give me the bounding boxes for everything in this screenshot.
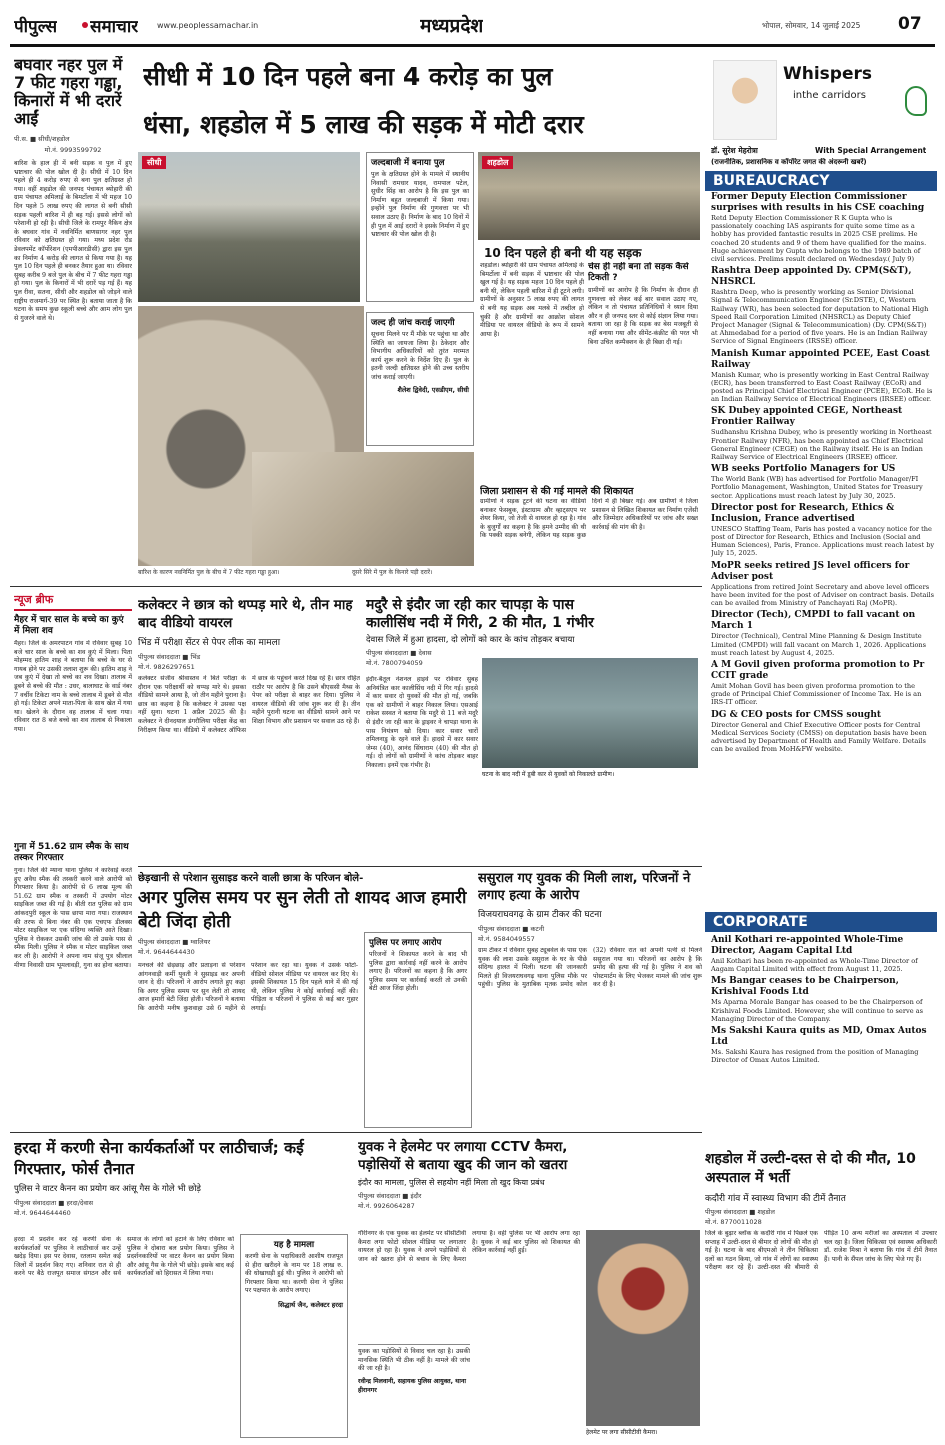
sub2-box (588, 262, 698, 480)
tag-sidhi: सीधी (142, 156, 166, 169)
car-body-left: इंदौर-बैतूल नेशनल हाइवे पर रविवार सुबह अनियंत्रित कार कालीसिंध नदी में गिर गई। हादसे में कार सवार दो युवकों की मौत हो गई, जबकि एक को ग्रामीणों ने बाहर निकाल लिया। एसआई राकेश सस्वत ने बताया कि मदुरै से 11 बजे मदुरै से इंदौर जा रही कार के ड्राइवर ने चापड़ा थाना के पास नियंत्रण खो दिया। कार सवार चारों तमिलनाडु के रहने वाले हैं। हादसे में कार सवार जेम्स (40), आनंद सिंघाराम (40) की मौत हो गई। दो लोगों को ग्रामीणों ने कांच तोड़कर बाहर निकाला। इनमें एक गंभीर है। (366, 676, 478, 769)
whispers-column (705, 56, 937, 796)
suicide-kicker: छेड़खानी से परेशान सुसाइड करने वाली छात्रा के परिजन बोले- (138, 873, 364, 884)
photo-sidhi-road (138, 152, 360, 302)
tag-shahdol: शहडोल (482, 156, 513, 169)
bureaucracy-item (711, 406, 935, 461)
suicide-box (364, 932, 472, 1128)
item-text: Sudhanshu Krishna Dubey, who is presently working in Northeast Frontier Railway (NFR), has been appointed as Chief Electrical General Engineer (CEGE) on the Railway itself. He is an Indian Railway Service of Electrical Engineers (IRSEE) officer. (711, 428, 932, 462)
masthead-url[interactable]: www.peoplessamachar.in (157, 21, 259, 30)
bureaucracy-item (711, 610, 935, 657)
item-headline: DG & CEO posts for CMSS sought (711, 709, 882, 720)
cctv-quote-box (358, 1344, 470, 1436)
dateline: भोपाल, सोमवार, 14 जुलाई 2025 (762, 21, 861, 30)
side-story-title: बघवार नहर पुल में 7 फीट गहरा गड्ढा, किनारों में भी दरारें आईं (14, 56, 123, 128)
slap-sub: भिंड में परीक्षा सेंटर से पेपर लीक का मामला (138, 638, 281, 648)
news-brief-label: न्यूज ब्रीफ (14, 592, 132, 611)
cctv-headline-1: युवक ने हेलमेट पर लगाया CCTV कैमरा, (358, 1139, 568, 1155)
box-inquiry-body: सूचना मिलने पर मैं मौके पर पहुंचा था और स्थिति का जायजा लिया है। ठेकेदार और विभागीय अधिकारियों को तुरंत मरम्मत कार्य शुरू करने के निर्देश दिए हैं। पुल के इतनी जल्दी क्षतिग्रस्त होने की उच्च स्तरीय जांच कराई जाएगी। (371, 331, 469, 381)
bureaucracy-item (711, 349, 935, 404)
side-story-mobile: मो.नं. 9993599792 (44, 146, 102, 154)
cctv-headline-2: पड़ोसियों से बताया खुद की जान को खतरा (358, 1157, 568, 1173)
photo-caption-right: दूसरे सिरे में पुल के किनारे पड़ी दरारें। (352, 569, 433, 576)
sub-title-road: 10 दिन पहले ही बनी थी यह सड़क (484, 246, 642, 260)
item-text: Amit Mohan Govil has been given proforma promotion to the grade of Principal Chief Commissioner of Income Tax. He is an IRS-IT officer. (711, 681, 922, 707)
bureaucracy-item (711, 464, 935, 500)
slap-mobile: मो.नं. 9826297651 (138, 663, 195, 671)
item-headline: Director (Tech), CMPDI to fall vacant on March 1 (711, 610, 916, 632)
whispers-arrangement: With Special Arrangement (815, 146, 927, 155)
story-harda (14, 1138, 350, 1440)
photo-crack (252, 452, 474, 566)
ear-icon (905, 86, 927, 116)
photo-shahdol-road (478, 152, 700, 240)
story-body-found (478, 870, 702, 1130)
whispers-logo-line1: Whispers (783, 64, 873, 84)
body-text: ग्राम टीकर में रविवार सुबह ट्यूबवेल के पास एक युवक की लाश उसके ससुराल के घर के पीछे संदिग्ध हालत में मिली। घटना की जानकारी मिलते ही विजयराघवगढ़ थाना पुलिस मौके पर पहुंची। पुलिस के मुताबिक मृतक प्रमोद कोल (32) रविवार रात को अपनी पत्नी से मिलने ससुराल गया था। परिजनों का आरोप है कि प्रमोद की हत्या की गई है। पुलिस ने शव को पोस्टमार्टम के लिए भेजकर मामले की जांच शुरू कर दी है। (478, 947, 702, 989)
bureaucracy-item (711, 503, 935, 558)
harda-headline: हरदा में करणी सेना कार्यकर्ताओं पर लाठीचार्ज; कई गिरफ्तार, फोर्स तैनात (14, 1139, 304, 1178)
slap-headline: कलेक्टर ने छात्र को थप्पड़ मारे थे, तीन माह बाद वीडियो वायरल (138, 597, 353, 631)
cctv-body: गौरीनगर के एक युवक का हेलमेट पर सीसीटीवी कैमरा लगा फोटो सोशल मीडिया पर लगातार वायरल हो रहा है। युवक ने अपने पड़ोसियों से जान को खतरा होने से बचाव के लिए कैमरा लगाया है। वहीं पुलिस पर भी आरोप लगा रहा है। युवक ने कई बार पुलिस को शिकायत की लेकिन कार्रवाई नहीं हुई। (358, 1230, 580, 1263)
item-text: UNESCO Staffing Team, Paris has posted a vacancy notice for the post of Director for Research, Ethics and Inclusion (Social and Human Sciences), Paris, France. Applications must reach latest by July 15, 2025. (711, 524, 935, 558)
item-headline: WB seeks Portfolio Managers for US (711, 464, 896, 475)
item-text: The World Bank (WB) has advertised for Portfolio Manager/FI Portfolio Management, Washington, United States for Treasury sector. Applications must reach latest by July 30, 2025. (711, 475, 923, 500)
section-title: मध्यप्रदेश (420, 15, 484, 37)
item-text: Director General and Chief Executive Officer posts for Central Medical Services Society (CMSS) on deputation basis have been advertised by Department of Health and Family Welfare. Details can be availed from MoH&FW website. (711, 720, 927, 754)
item-text: Rashtra Deep, who is presently working as Senior Divisional Signal & Telecommunication Engineer (Sr.DSTE), C, Western Railway (WR), has been selected for deputation to National High Speed Rail Corporation Limited (NHSRCL) as Deputy Chief Project Manager (Signal & Telecommunication) (Dy. CPM(S&T)) at Ahmedabad for a period of five years. He is an Indian Railway Service of Signal Engineers (IRSSE) officer. (711, 288, 929, 346)
shahdol-headline: शहडोल में उल्टी-दस्त से दो की मौत, 10 अस्पताल में भर्ती (705, 1151, 916, 1186)
box-hasty-bridge-body: पुल के क्षतिग्रस्त होने के मामले में स्थानीय निवासी रामधार यादव, रामपाल पटेल, सुधीर सिंह का आरोप है कि इस पुल का निर्माण बहुत जल्दबाजी में किया गया। इन्होंने पुल निर्माण की गुणवत्ता पर भी सवाल उठाए हैं। निर्माण के बाद 10 दिनों में ही पुल में आई दरारों ने इसके निर्माण में हुए भ्रष्टाचार की पोल खोल दी है। (371, 171, 469, 239)
harda-box-title: यह है मामला (273, 1240, 315, 1250)
item-headline: Ms Bangar ceases to be Chairperson, Krishival Foods Ltd (711, 976, 899, 998)
body-sub: विजयराघवगढ़ के ग्राम टीकर की घटना (478, 910, 602, 920)
car-sub: देवास जिले में हुआ हादसा, दो लोगों को कार के कांच तोड़कर बचाया (366, 635, 575, 645)
item-headline: Manish Kumar appointed PCEE, East Coast Railway (711, 348, 930, 370)
story-cctv (358, 1138, 702, 1440)
suicide-byline: पीपुल्स संवाददाता ■ ग्वालियर (138, 938, 211, 946)
item-text: Retd Deputy Election Commissioner R K Gupta who is passionately coaching IAS aspirants for quite some time as a hobby has provided fantastic results in 2025 CSE prelims. He coached 20 students and 9 of them have qualified for the mains. Huge achievement by Gupta who belongs to the 1989 batch of civil services. Prelims result declared on Wednesday.( July 9) (711, 214, 927, 264)
sub3-title: जिला प्रशासन से की गई मामले की शिकायत (480, 486, 634, 497)
photo-car-river (482, 658, 698, 768)
harda-box (240, 1234, 348, 1438)
suicide-mobile: मो.नं. 9644644430 (138, 948, 195, 956)
masthead-rule (10, 44, 935, 47)
page-number: 07 (898, 14, 922, 34)
section-bureaucracy: BUREAUCRACY (705, 171, 937, 191)
item-headline: Ms Sakshi Kaura quits as MD, Omax Autos Ltd (711, 1026, 927, 1048)
item-text: Director (Technical), Central Mine Planning & Design Institute Limited (CMPDI) will fall vacant on March 1, 2026. Applications must reach latest by August 4, 2025. (711, 632, 927, 657)
photo-helmet-man (586, 1230, 700, 1426)
shahdol-sub: कदौरी गांव में स्वास्थ्य विभाग की टीमें तैनात (705, 1194, 846, 1204)
item-headline: Rashtra Deep appointed Dy. CPM(S&T), NHSRCL (711, 266, 912, 288)
side-story-byline: पी.स. ■ सीधी/शहडोल (14, 135, 70, 143)
lead-headline-1: सीधी में 10 दिन पहले बना 4 करोड़ का पुल (143, 62, 553, 91)
bureaucracy-list (711, 192, 935, 792)
slap-body: कलेक्टर संजीव श्रीवास्तव ने बिते परीक्षा के दौरान एक परीक्षार्थी को थप्पड़ मारे थे। इसका वीडियो सामने आया है, जो तीन महीने पुराना है। छात्र का कहना है कि कलेक्टर ने उसका पक्ष नहीं सुना। घटना 1 अप्रैल 2025 की है। कलेक्टर ने दीनदयाल डंगरौलिया परीक्षा केंद्र का निरीक्षण किया था। वीडियो में कलेक्टर ऑफिस में छात्र के पहुंचने करते दिख रहे हैं। छात्र रोहित राठौर पर आरोप है कि उसने बीएससी मैथ्स के पेपर को परीक्षा से बाहर कर दिया। पुलिस ने वायरल वीडियो की जांच शुरू कर दी है। तीन महीने पुरानी घटना का वीडियो सामने आने पर शिक्षा विभाग और प्रशासन पर सवाल उठ रहे हैं। (138, 675, 360, 734)
harda-box-sign: सिद्धार्थ जैन, कलेक्टर हरदा (278, 1300, 343, 1309)
bureaucracy-item (711, 660, 935, 707)
harda-box-body: करणी सेना के पदाधिकारी आशीष राजपूत से हीरा खरीदने के नाम पर 18 लाख रु. की धोखाधड़ी हुई थी। पुलिस ने आरोपी को गिरफ्तार किया था। करणी सेना ने पुलिस पर पक्षपात के आरोप लगाए। (245, 1253, 343, 1295)
sub-body-road: शहडोल। ब्योहारी की ग्राम पंचायत अमिलाई के बिमर्टोला में बनी सड़क में भ्रष्टाचार की पोल खुल गई है। यह सड़क महज 10 दिन पहले ही बनी थी, लेकिन पहली बारिश में ही टूटने लगी। ग्रामीणों के अनुसार 5 लाख रुपए की लागत से बनी यह सड़क अब मलबे में तब्दील हो चुकी है और ग्रामीणों का आक्रोश सोशल मीडिया पर वायरल वीडियो के रूप में सामने आया है। (480, 262, 584, 338)
brief2-body: गुना। जिले की म्याना थाना पुलिस ने कार्रवाई करते हुए अवैध स्मैक की तस्करी करने वाले आरोपी को गिरफ्तार किया है। आरोपी से 6 लाख मूल्य की 51.62 ग्राम स्मैक व तस्करी में उपयोग मोटर साइकिल जब्त की गई है। बीती रात पुलिस को ग्राम आंकदपुरी स्कूल के पास छापा मारा गया। राजस्थान की तरफ से बिना नंबर की एक एचएफ डीलक्स मोटर साइकिल पर एक संदिग्ध व्यक्ति आते दिखा। पुलिस ने रोककर उसकी जांच की तो उसके पास से स्मैक मिली। पुलिस ने स्मैक व मोटर साइकिल जब्त कर ली है। आरोपी ने अपना नाम संजू पुत्र श्रीलाल मीणा निवासी ग्राम भूमलावड़ी, गुना का होना बताया। (14, 867, 132, 969)
item-text: Applications from retired Joint Secretary and above level officers have been invited for the post of Adviser on contract basis. Details can be availed from Ministry of Panchayati Raj (MoPR). (711, 582, 935, 608)
harda-body: हरदा में प्रदर्शन कर रहे करणी सेना के कार्यकर्ताओं पर पुलिस ने लाठीचार्ज कर उन्हें खदेड़ दिया। इस पर देवास, रतलाम समेत कई जिलों में प्रदर्शन किए गए। शनिवार रात से ही करने पर बैठे राजपूत समाज संगठन और सर्व समाज के लोगों को हटाने के लिए रविवार को पुलिस ने दोबारा बल प्रयोग किया। पुलिस ने प्रदर्शनकारियों पर वाटर कैनन का प्रयोग किया और आंसू गैस के गोले भी छोड़े। इसके बाद कई कार्यकर्ताओं को हिरासत में लिया गया। (14, 1236, 234, 1278)
harda-byline: पीपुल्स संवाददाता ■ हरदा/देवास (14, 1199, 94, 1207)
photo-caption-left: बारिश के कारण नवनिर्मित पुल के बीच में 7 फीट गहरा गड्ढा हुआ। (138, 569, 280, 576)
slap-byline: पीपुल्स संवाददाता ■ भिंड (138, 653, 201, 661)
cctv-quote: युवक का पड़ोसियों से विवाद चल रहा है। उसकी मानसिक स्थिति भी ठीक नहीं है। मामले की जांच की जा रही है। (358, 1348, 470, 1373)
bureaucracy-item (711, 710, 935, 754)
story-shahdol (705, 1150, 937, 1440)
lead-headline-2: धंसा, शहडोल में 5 लाख की सड़क में मोटी दरार (143, 110, 584, 139)
car-byline: पीपुल्स संवाददाता ■ देवास (366, 649, 432, 657)
car-caption: घटना के बाद नदी में डूबी कार से युवकों को निकालते ग्रामीण। (482, 771, 615, 778)
whispers-tagline: (राजनीतिक, प्रशासनिक व कॉर्पोरेट जगत की अंदरूनी खबरें) (711, 158, 867, 166)
brand-dot-icon (82, 22, 88, 28)
harda-sub: पुलिस ने वाटर कैनन का प्रयोग कर आंसू गैस के गोले भी छोड़े (14, 1184, 201, 1194)
item-headline: Director post for Research, Ethics & Inclusion, France advertised (711, 502, 895, 524)
box-hasty-bridge-title: जल्दबाजी में बनाया पुल (371, 158, 445, 168)
divider-2 (138, 866, 702, 867)
section-corporate: CORPORATE (705, 912, 937, 932)
shahdol-body: जिले के बुढ़ार ब्लॉक के कदौरी गांव में पिछले एक सप्ताह में उल्टी-दस्त से बीमार दो लोगों की मौत हो गई है। घटना के बाद बीएमओ ने तीन चिकित्सा दलों का गठन किया, जो गांव में लोगों का स्वास्थ्य परीक्षण कर रहे हैं। उल्टी-दस्त की बीमारी से पीड़ित 10 अन्य मरीजों का अस्पताल में उपचार चल रहा है। जिला चिकित्सा एवं स्वास्थ्य अधिकारी डॉ. राजेश मिश्रा ने बताया कि गांव में टीमें तैनात हैं। पानी के सैंपल जांच के लिए भेजे गए हैं। (705, 1230, 937, 1272)
shahdol-mobile: मो.नं. 8770011028 (705, 1218, 762, 1226)
shahdol-byline: पीपुल्स संवाददाता ■ शहडोल (705, 1208, 775, 1216)
brief1-title: मैहर में चार साल के बच्चे का कुएं में मिला शव (14, 615, 124, 636)
author-photo (713, 60, 777, 140)
item-headline: MoPR seeks retired JS level officers for Adviser post (711, 560, 910, 582)
corporate-item (711, 976, 931, 1023)
cctv-sub: इंदौर का मामला, पुलिस से सहयोग नहीं मिला तो खुद किया प्रबंध (358, 1178, 545, 1187)
item-text: Ms Aparna Morale Bangar has ceased to be the Chairperson of Krishival Foods Limited. However, she will continue to serve as Managing Director of the Company. (711, 998, 924, 1023)
whispers-logo (783, 64, 901, 140)
divider-mid (10, 586, 702, 587)
side-story (14, 56, 132, 581)
corporate-item (711, 1026, 931, 1064)
suicide-body: मनचले की छेड़छाड़ और प्रताड़ना से परेशान आंगनवाड़ी कर्मी युवती ने सुसाइड कर अपनी जान दे दी। परिजनों ने आरोप लगाते हुए कहा कि अगर पुलिस समय पर सुन लेती तो शायद आज हमारी बेटी जिंदा होती। परिजनों ने बताया कि आरोपी मनीष कुशवाहा उसे 6 महीने से परेशान कर रहा था। युवक ने उसके फोटो-वीडियो सोशल मीडिया पर वायरल कर दिए थे। इसकी शिकायत 15 दिन पहले थाने में की गई थी, लेकिन पुलिस ने कोई कार्रवाई नहीं की। पीड़िता व परिजनों ने पुलिस से कई बार गुहार लगाई। (138, 962, 358, 1012)
story-slap (138, 596, 360, 858)
corporate-item (711, 935, 931, 973)
item-headline: Former Deputy Election Commissioner surprises with results in his CSE coaching (711, 192, 925, 213)
body-headline: ससुराल गए युवक की मिली लाश, परिजनों ने लगाए हत्या के आरोप (478, 871, 691, 903)
item-text: Ms. Sakshi Kaura has resigned from the position of Managing Director of Omax Autos Limited. (711, 1048, 919, 1065)
item-text: Manish Kumar, who is presently working in East Central Railway (ECR), has been transferred to East Coast Railway (ECoR) and posted as Principal Chief Electrical Engineer (PCEE), ECoR. He is an Indian Railway Service of Electrical Engineers (IRSEE) officer. (711, 370, 933, 404)
helmet-caption: हेलमेट पर लगा सीसीटीवी कैमरा। (586, 1429, 658, 1436)
item-headline: A M Govil given proforma promotion to Pr CCIT grade (711, 659, 925, 681)
brand-left: पीपुल्स (14, 17, 58, 37)
story-suicide (138, 870, 474, 1130)
cctv-quote-sign: रवीन्द्र मिलवानी, सहायक पुलिस आयुक्त, थाना हीरानगर (358, 1377, 466, 1394)
story-car (366, 596, 700, 858)
item-headline: Anil Kothari re-appointed Whole-Time Director, Aagam Capital Ltd (711, 935, 904, 956)
body-byline: पीपुल्स संवाददाता ■ कटनी (478, 925, 545, 933)
news-brief (14, 592, 132, 1062)
suicide-box-body: परिजनों ने शिकायत करने के बाद भी पुलिस द्वारा कार्रवाई नहीं करने के आरोप लगाए हैं। परिजनों का कहना है कि अगर पुलिस समय पर कार्रवाई करती तो उनकी बेटी आज जिंदा होती। (369, 951, 467, 993)
sub2-body: ग्रामीणों का आरोप है कि निर्माण के दौरान ही गुणवत्ता को लेकर कई बार सवाल उठाए गए, लेकिन न तो पंचायत प्रतिनिधियों ने ध्यान दिया और न ही जनपद स्तर से कोई संज्ञान लिया गया। बताया जा रहा है कि सड़क का बेस मजबूती से नहीं बनाया गया और सीमेंट-कंक्रीट की परत भी बिना उचित कम्पैक्शन के ही बिछा दी गई। (588, 287, 698, 346)
whispers-author: डॉ. सुरेश मेहरोत्रा (711, 146, 758, 155)
sub3-body: ग्रामीणों ने सड़क टूटने की घटना का वीडियो बनाकर फेसबुक, इंस्टाग्राम और व्हाट्सएप पर शेयर किया, जो तेजी से वायरल हो रहा है। गांव के बुजुर्गों का कहना है कि हमने उम्मीद की थी कि पक्की सड़क बनेगी, लेकिन यह सड़क कुछ दिनों में ही बिखर गई। अब ग्रामीणों ने जिला प्रशासन से लिखित शिकायत कर निर्माण एजेंसी और जिम्मेदार अधिकारियों पर जांच और सख्त कार्रवाई की मांग की है। (480, 498, 698, 540)
item-headline: SK Dubey appointed CEGE, Northeast Frontier Railway (711, 406, 903, 428)
box-inquiry-title: जल्द ही जांच कराई जाएगी (371, 318, 455, 328)
side-story-body: बारिश के हाल ही में बनी सड़क व पुल में हुए भ्रष्टाचार की पोल खोल दी है। सीधी में 10 दिन पहले ही 4 करोड़ रुपए से बना पुल क्षतिग्रस्त हो गया। वहीं शहडोल की जनपद पंचायत ब्योहारी की ग्राम पंचायत अमिलाई के बिमर्टोला में भी महज 10 दिन पहले 5 लाख रुपए की लागत से बनी सीसी सड़क पहली बारिश में ही बह गई। इससे लोगों को परेशानी हो रही है। सीधी जिले के रामपुर नैकिन क्षेत्र के बघवार गांव में नवनिर्मित बाणसागर नहर पुल रविवार को क्षतिग्रस्त हो गया। मध्य प्रदेश रोड डेवलपमेंट कॉर्पोरेशन (एमपीआरडीसी) द्वारा इस पुल का निर्माण 4 करोड़ की लागत से किया गया है। यह पुल 10 दिन पहले ही बनकर तैयार हुआ था। रविवार सुबह करीब 9 बजे पुल के बीच में 7 फीट गहरा गड्ढा हो गया। पुल के किनारों में भी दरारें पड़ गई हैं। यह पुल रीवा, सतना, सीधी और शहडोल को जोड़ने वाले राष्ट्रीय राजमार्ग-39 पर स्थित है। बताया जाता है कि घटना के समय कुछ स्कूली बच्चे और आम लोग पुल से गुजरने वाले थे। (14, 160, 132, 322)
corporate-block (705, 912, 937, 1144)
item-text: Anil Kothari has been re-appointed as Whole-Time Director of Aagam Capital Limited with effect from August 11, 2025. (711, 957, 918, 974)
masthead (0, 0, 945, 44)
cctv-byline: पीपुल्स संवाददाता ■ इंदौर (358, 1192, 422, 1200)
car-headline-1: मदुरै से इंदौर जा रही कार चापड़ा के पास (366, 597, 574, 613)
suicide-headline: अगर पुलिस समय पर सुन लेती तो शायद आज हमारी बेटी जिंदा होती (138, 888, 467, 932)
brand-right: समाचार (90, 17, 139, 37)
box-hasty-bridge (366, 152, 474, 302)
bureaucracy-item (711, 561, 935, 608)
harda-mobile: मो.नं. 9644644460 (14, 1209, 71, 1217)
box-inquiry (366, 312, 474, 446)
box-inquiry-sign: शैलेश द्विवेदी, एसडीएम, सीधी (397, 385, 469, 394)
car-mobile: मो.नं. 7800794059 (366, 659, 423, 667)
car-headline-2: कालीसिंध नदी में गिरी, 2 की मौत, 1 गंभीर (366, 615, 594, 631)
whispers-logo-line2: inthe carridors (793, 90, 866, 101)
bureaucracy-item (711, 192, 935, 263)
body-mobile: मो.नं. 9584049557 (478, 935, 535, 943)
bureaucracy-item (711, 266, 935, 345)
brief2-title: गुना में 51.62 ग्राम स्मैक के साथ तस्कर गिरफ्तार (14, 842, 129, 863)
cctv-mobile: मो.नं. 9926064287 (358, 1202, 415, 1210)
suicide-box-title: पुलिस पर लगाए आरोप (369, 938, 442, 948)
brief1-body: मैहर। जिले के अमरपाटन गांव में रविवार सुबह 10 बजे चार साल के बच्चे का शव कुएं में मिला। पिता मोहम्मद हातिम शाह ने बताया कि बच्चे के घर से गायब होने पर उसकी तलाश शुरू की। हातिम शाह ने जब कुएं में देखा तो बच्चे का शव दिखा। तालाब में डूबने से बच्चे की मौत : उधर, बालाघाट के वार्ड नंबर 7 वर्चीव टिकेटा नाम के बच्चे तालाब में डूबने से मौत हो गई। टिकेटा अपने माता-पिता के साथ खेत में गया था। खेलने के दौरान वह तालाब में चला गया। रविवार रात 8 बजे बच्चे का शव तालाब से निकाला गया। (14, 640, 132, 733)
divider-3 (10, 1132, 702, 1133)
sub2-title: चेस ही नहीं बना तो सड़क कैसे टिकती ? (588, 262, 689, 283)
